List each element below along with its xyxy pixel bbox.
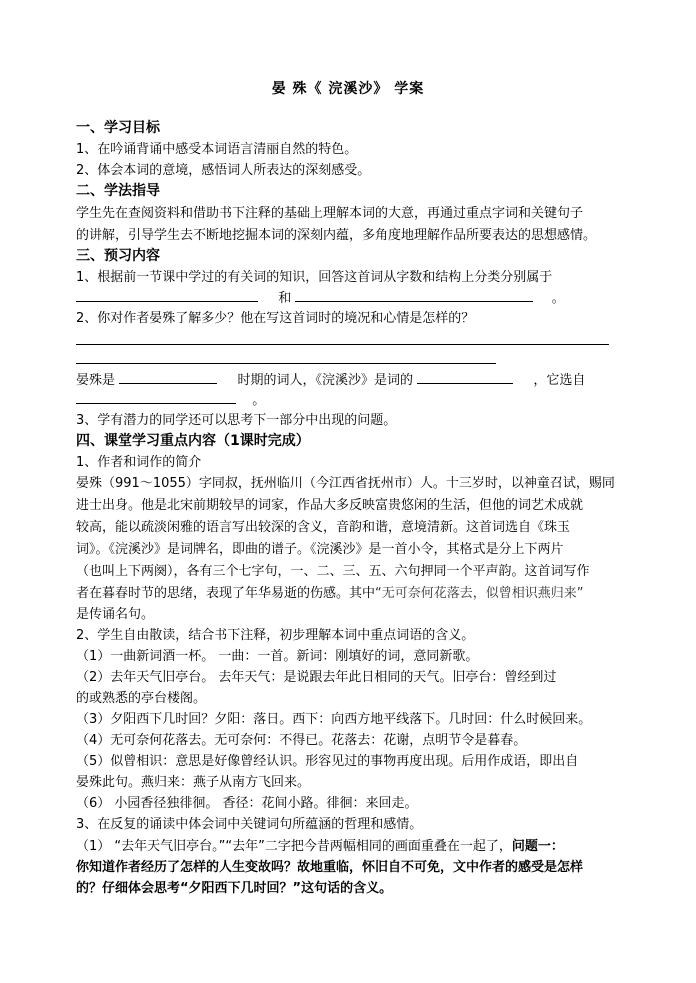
intro-line: 晏殊（991～1055）字同叔，抚州临川（今江西省抚州市）人。十三岁时，以神童召试，赐同 <box>76 476 615 491</box>
author-fill-line <box>76 369 585 390</box>
fill-middle: 时期的词人，《浣溪沙》是词的 <box>237 373 413 388</box>
word-note: 晏殊此句。燕归来：燕子从南方飞回来。 <box>76 775 311 790</box>
answer-line[interactable] <box>76 363 496 364</box>
section-heading-goals: 一、学习目标 <box>76 120 160 136</box>
goal-item: 1、在吟诵背诵中感受本词语言清丽自然的特色。 <box>76 142 358 157</box>
method-text-line: 的讲解，引导学生去不断地挖掘本词的深刻内蕴，多角度地理解作品所要表达的思想感情。 <box>76 228 597 243</box>
preview-question-2: 2、你对作者晏殊了解多少？他在写这首词时的境况和心情是怎样的？ <box>76 311 475 326</box>
intro-line: 是传诵名句。 <box>76 607 155 622</box>
preview-question-3: 3、学有潜力的同学还可以思考下一部分中出现的问题。 <box>76 413 397 428</box>
answer-blank[interactable] <box>76 389 236 404</box>
page-title: 晏 殊《 浣溪沙》 学案 <box>271 81 425 97</box>
intro-line: 词》。《浣溪沙》是词牌名，即曲的谱子。《浣溪沙》是一首小令，其格式是分上下两片 <box>76 542 564 557</box>
word-note: （2）去年天气旧亭台。 去年天气：是说跟去年此日相同的天气。旧亭台：曾经到过 <box>76 670 557 685</box>
word-note: （3）夕阳西下几时回？夕阳：落日。西下：向西方地平线落下。几时回：什么时候回来。 <box>76 712 592 727</box>
fill-prefix: 晏殊是 <box>76 373 116 388</box>
fill-suffix: ，它选自 <box>533 373 586 388</box>
section-heading-preview: 三、预习内容 <box>76 248 160 264</box>
famous-quote: “无可奈何花落去，似曾相识燕归来” <box>375 586 584 601</box>
word-note: （6） 小园香径独徘徊。 香径：花间小路。徘徊：来回走。 <box>76 796 418 811</box>
intro-line <box>76 583 584 604</box>
answer-blank[interactable] <box>295 287 533 302</box>
question-line: 你知道作者经历了怎样的人生变故吗？故地重临，怀旧自不可免，文中作者的感受是怎样 <box>76 860 584 875</box>
subheading-analysis: 3、在反复的诵读中体会词中关键词句所蕴涵的哲理和感情。 <box>76 817 423 832</box>
answer-blank[interactable] <box>417 369 513 384</box>
period-text: 。 <box>551 291 565 306</box>
preview-question-1: 1、根据前一节课中学过的有关词的知识，回答这首词从字数和结构上分类分别属于 <box>76 270 553 285</box>
source-fill-line <box>76 389 265 410</box>
question-label: 问题一： <box>511 839 564 854</box>
and-text: 和 <box>278 291 292 306</box>
method-text-line: 学生先在查阅资料和借助书下注释的基础上理解本词的大意，再通过重点字词和关键句子 <box>76 206 584 221</box>
word-note: 的或熟悉的亭台楼阁。 <box>76 691 207 706</box>
word-note: （4）无可奈何花落去。无可奈何：不得已。花落去：花谢，点明节令是暮春。 <box>76 733 527 748</box>
subheading-intro: 1、作者和词作的简介 <box>76 455 202 470</box>
question-line: 的？仔细体会思考“夕阳西下几时回？”这句话的含义。 <box>76 881 393 896</box>
intro-line: 进士出身。他是北宋前期较早的词家，作品大多反映富贵悠闲的生活，但他的词艺术成就 <box>76 498 584 513</box>
answer-blank[interactable] <box>119 369 217 384</box>
word-note: （5）似曾相识：意思是好像曾经认识。形容见过的事物再度出现。后用作成语，即出自 <box>76 754 579 769</box>
period-text: 。 <box>252 393 266 408</box>
intro-line: （也叫上下两阕），各有三个七字句，一、二、三、五、六句押同一个平声韵。这首词写作 <box>76 564 590 579</box>
answer-blank[interactable] <box>76 287 258 302</box>
intro-line: 较高，能以疏淡闲雅的语言写出较深的含义，音韵和谐，意境清新。这首词选自《珠玉 <box>76 520 571 535</box>
preview-q1-answer-line <box>76 287 565 308</box>
intro-line-text: 者在暮春时节的思绪，表现了年华易逝的伤感。其中 <box>76 586 376 601</box>
goal-item: 2、体会本词的意境，感悟词人所表达的深刻感受。 <box>76 163 371 178</box>
section-heading-key-content: 四、课堂学习重点内容（1课时完成） <box>76 433 310 449</box>
answer-line[interactable] <box>76 344 609 345</box>
word-note: （1）一曲新词酒一杯。 一曲：一首。新词：刚填好的词，意同新歌。 <box>76 649 479 664</box>
analysis-line <box>76 836 564 857</box>
subheading-reading: 2、学生自由散读，结合书下注释，初步理解本词中重点词语的含义。 <box>76 628 475 643</box>
section-heading-method: 二、学法指导 <box>76 183 160 199</box>
analysis-text: （1） “去年天气旧亭台。”“去年”二字把今昔两幅相同的画面重叠在一起了， <box>76 839 512 854</box>
